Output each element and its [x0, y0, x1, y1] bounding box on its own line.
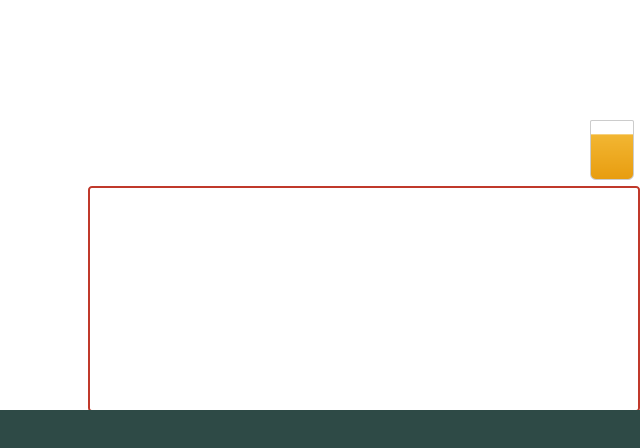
soft-drinks-items [6, 192, 50, 402]
beer-glass-image [590, 120, 634, 180]
bottle-panel [88, 186, 640, 412]
footer-bar [0, 410, 640, 448]
